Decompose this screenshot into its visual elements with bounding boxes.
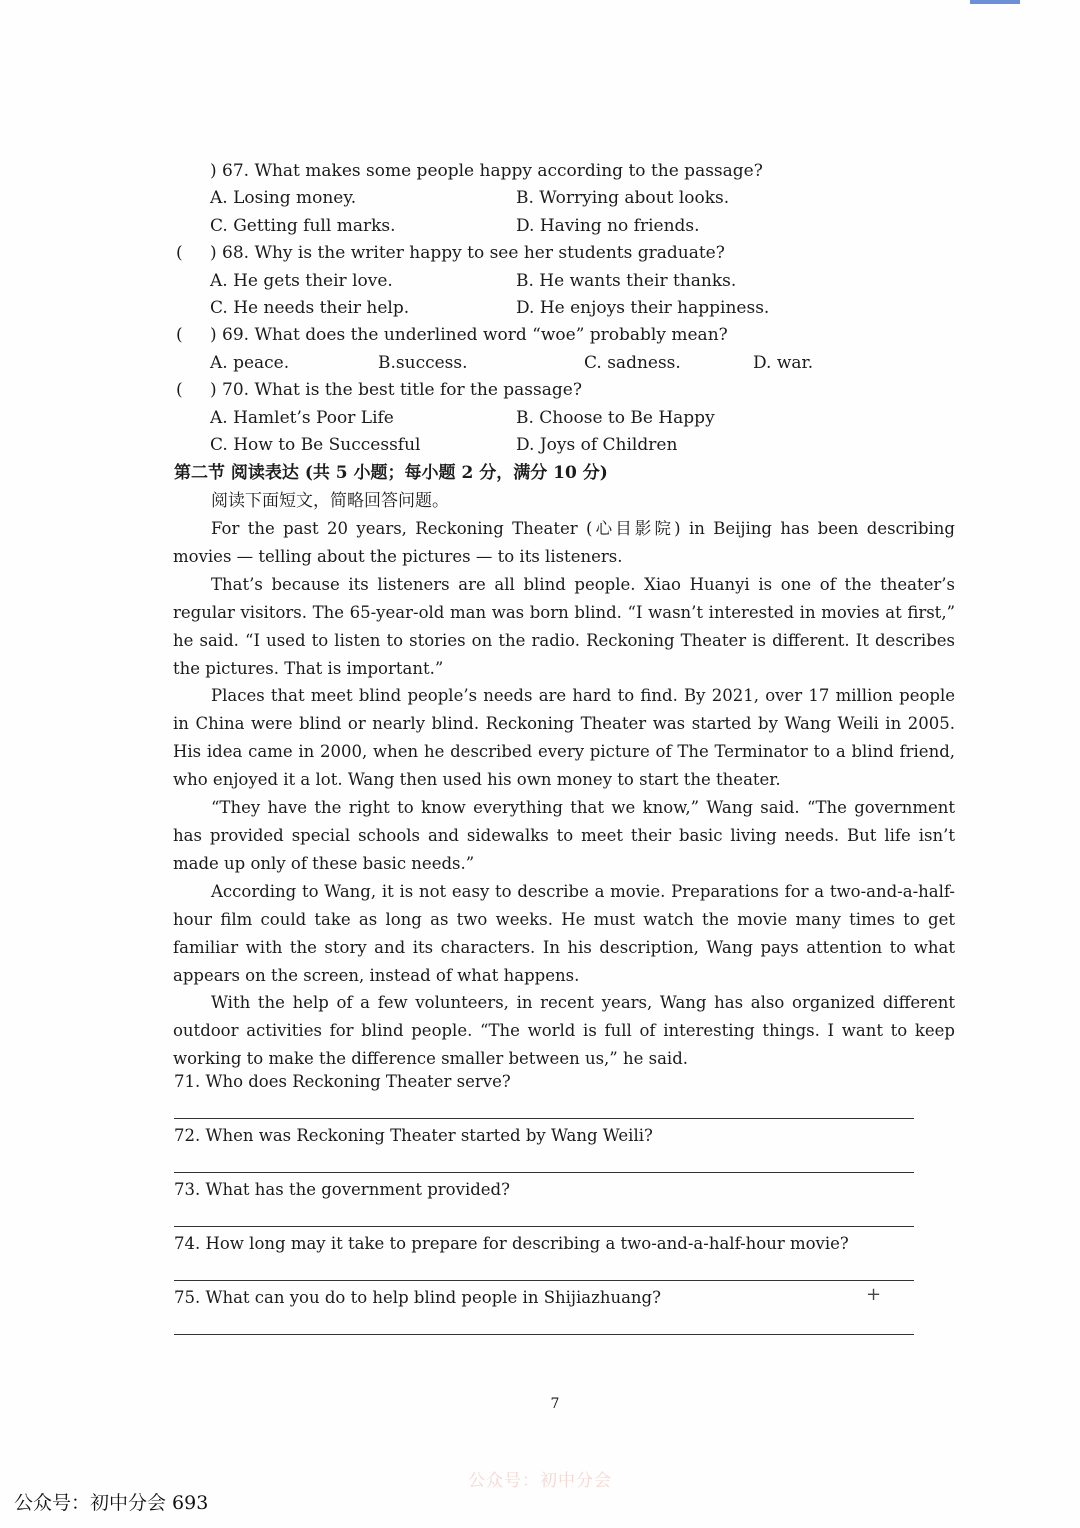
question-text: 73. What has the government provided? (174, 1180, 510, 1199)
passage-paragraph: “They have the right to know everything that we know,” Wang said. “The government has provided special schools and sidewalks to meet their basic living needs. But life isn’t made up only of these basic needs.” (173, 798, 955, 873)
options-row (176, 432, 956, 459)
passage-paragraph: For the past 20 years, Reckoning Theater (心目影院) in Beijing has been describing movies — telling about the pictures — to its listeners. (173, 519, 955, 566)
option-b: B. Worrying about looks. (516, 188, 730, 209)
answer-paren: ( (176, 380, 183, 401)
passage-paragraph: With the help of a few volunteers, in recent years, Wang has also organized different outdoor activities for blind people. “The world is full of interesting things. I want to keep working to make the difference smaller between us,” he said. (173, 993, 955, 1069)
options-row (176, 350, 956, 377)
question-69 (176, 322, 956, 349)
option-c: C. Getting full marks. (210, 215, 396, 236)
option-a: A. Hamlet’s Poor Life (210, 407, 394, 428)
options-row (176, 405, 956, 432)
question-text: ) 68. Why is the writer happy to see her students graduate? (210, 243, 725, 264)
question-68 (176, 240, 956, 267)
open-question (174, 1176, 914, 1230)
open-question (174, 1230, 914, 1284)
section-instruction: 阅读下面短文，简略回答问题。 (211, 491, 449, 511)
question-text: 71. Who does Reckoning Theater serve? (174, 1072, 511, 1091)
page-number: 7 (550, 1396, 560, 1412)
reading-passage (173, 515, 955, 1073)
answer-paren: ( (176, 243, 183, 264)
options-row (176, 185, 956, 212)
answer-line[interactable] (174, 1226, 914, 1227)
multiple-choice-block (176, 158, 956, 459)
answer-line[interactable] (174, 1172, 914, 1173)
passage-paragraph: That’s because its listeners are all blind people. Xiao Huanyi is one of the theater’s regular visitors. The 65-year-old man was born blind. “I wasn’t interested in movies at first,” he said. “I used to listen to stories on the radio. Reckoning Theater is different. It describes the pictures. That is important.” (173, 574, 955, 678)
question-text: 72. When was Reckoning Theater started by Wang Weili? (174, 1126, 653, 1145)
open-question (174, 1122, 914, 1176)
question-text: ) 70. What is the best title for the passage? (210, 380, 582, 401)
passage-paragraph: Places that meet blind people’s needs are hard to find. By 2021, over 17 million people in China were blind or nearly blind. Reckoning Theater was started by Wang Weili in 2005. His idea came in 2000, when he described every picture of The Terminator to a blind friend, who enjoyed it a lot. Wang then used his own money to start the theater. (173, 686, 955, 790)
footer-caption: 公众号：初中分会 693 (14, 1492, 209, 1514)
open-question (174, 1284, 914, 1338)
answer-line[interactable] (174, 1334, 914, 1335)
option-d: D. Having no friends. (516, 215, 700, 236)
option-b: B.success. (378, 352, 468, 373)
corner-mark (970, 0, 1020, 4)
option-d: D. war. (753, 352, 814, 373)
option-a: A. Losing money. (210, 188, 357, 209)
option-b: B. Choose to Be Happy (516, 407, 715, 428)
option-a: A. He gets their love. (210, 270, 393, 291)
option-c: C. How to Be Successful (210, 434, 421, 455)
answer-line[interactable] (174, 1280, 914, 1281)
question-text: ) 67. What makes some people happy according to the passage? (210, 161, 763, 181)
passage-paragraph: According to Wang, it is not easy to describe a movie. Preparations for a two-and-a-half-hour film could take as long as two weeks. He must watch the movie many times to get familiar with the story and its characters. In his description, Wang pays attention to what appears on the screen, instead of what happens. (173, 881, 955, 985)
options-row (176, 213, 956, 240)
options-row (176, 268, 956, 295)
option-a: A. peace. (210, 352, 290, 373)
answer-paren: ( (176, 325, 183, 346)
option-d: D. He enjoys their happiness. (516, 297, 770, 318)
section-title: 第二节 阅读表达 (共 5 小题；每小题 2 分，满分 10 分) (174, 463, 608, 483)
question-text: 75. What can you do to help blind people in Shijiazhuang? (174, 1288, 661, 1307)
question-text: ) 69. What does the underlined word “woe” probably mean? (210, 325, 728, 346)
option-c: C. sadness. (584, 352, 681, 373)
answer-line[interactable] (174, 1118, 914, 1119)
question-70 (176, 377, 956, 404)
watermark: 公众号：初中分会 (468, 1471, 612, 1491)
question-67 (176, 158, 956, 185)
option-b: B. He wants their thanks. (516, 270, 737, 291)
plus-mark: + (866, 1284, 882, 1305)
option-c: C. He needs their help. (210, 297, 410, 318)
open-question (174, 1068, 914, 1122)
question-text: 74. How long may it take to prepare for describing a two-and-a-half-hour movie? (174, 1234, 849, 1253)
open-questions (174, 1068, 914, 1338)
option-d: D. Joys of Children (516, 434, 678, 455)
options-row (176, 295, 956, 322)
